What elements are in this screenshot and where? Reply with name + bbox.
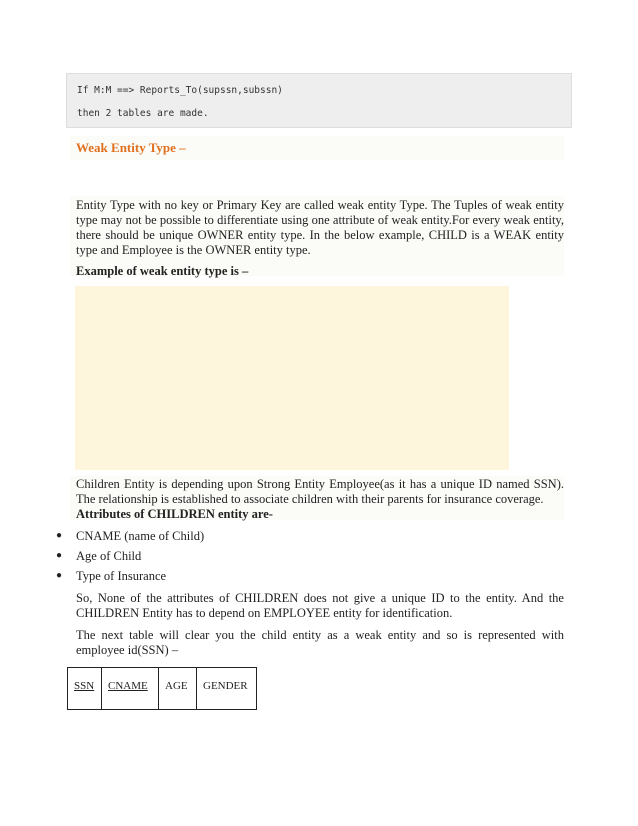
table-intro-paragraph: The next table will clear you the child entity as a weak entity and so is represented with employee id(SSN) – bbox=[76, 628, 564, 657]
attributes-label: Attributes of CHILDREN entity are- bbox=[76, 507, 273, 521]
attributes-list bbox=[50, 526, 204, 586]
definition-paragraph: Entity Type with no key or Primary Key are called weak entity Type. The Tuples of weak entity type may not be possible to differentiate using one attribute of weak entity.For every weak entity, there should be unique OWNER entity type. In the below example, CHILD is a WEAK entity type and Employee is the OWNER entity type. bbox=[76, 198, 564, 257]
table-header-age: AGE bbox=[159, 668, 197, 710]
list-item: ● Age of Child bbox=[50, 546, 204, 566]
children-paragraph: Children Entity is depending upon Strong Entity Employee(as it has a unique ID named SSN). The relationship is established to associate children with their parents for insurance coverage. bbox=[76, 477, 564, 506]
example-image-placeholder bbox=[75, 286, 509, 470]
table-row bbox=[68, 668, 257, 710]
code-line-2: then 2 tables are made. bbox=[77, 108, 209, 119]
identification-paragraph: So, None of the attributes of CHILDREN does not give a unique ID to the entity. And the CHILDREN Entity has to depend on EMPLOYEE entity for identification. bbox=[76, 591, 564, 620]
bullet-icon: ● bbox=[56, 530, 63, 541]
list-item: ● Type of Insurance bbox=[50, 566, 204, 586]
code-line-1: If M:M ==> Reports_To(supssn,subssn) bbox=[77, 85, 283, 96]
table-header-ssn: SSN bbox=[68, 668, 102, 710]
table-header-gender: GENDER bbox=[197, 668, 257, 710]
bullet-icon: ● bbox=[56, 570, 63, 581]
example-label: Example of weak entity type is – bbox=[76, 264, 249, 278]
list-item: ● CNAME (name of Child) bbox=[50, 526, 204, 546]
children-table bbox=[67, 667, 257, 710]
table-header-cname: CNAME bbox=[102, 668, 159, 710]
section-heading: Weak Entity Type – bbox=[76, 140, 186, 155]
bullet-icon: ● bbox=[56, 550, 63, 561]
code-block bbox=[66, 73, 572, 128]
